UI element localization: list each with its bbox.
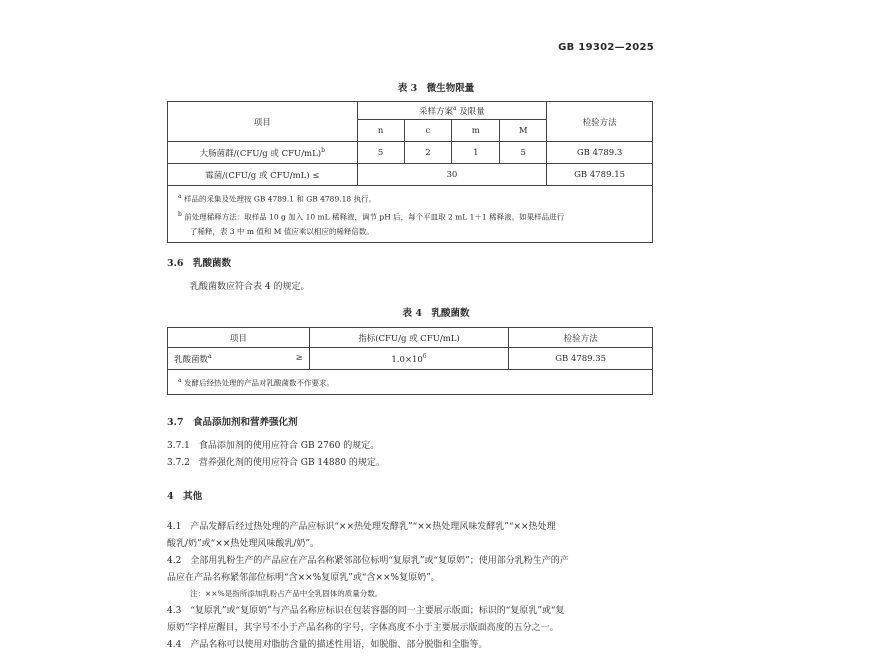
table3-row2-method: GB 4789.15 — [547, 164, 653, 186]
table4-row-lactic — [168, 348, 653, 370]
table3-notes — [168, 186, 653, 243]
table3-row1-method: GB 4789.3 — [547, 142, 653, 164]
table3-row1-M: 5 — [500, 142, 547, 164]
table3-header-item: 项目 — [168, 102, 358, 142]
standard-number: GB 19302—2025 — [558, 42, 654, 53]
table3-note-a: $^a$ 样品的采集及处理按 GB 4789.1 和 GB 4789.18 执行。 — [178, 193, 377, 204]
table3-header-M: M — [500, 120, 547, 142]
table4-header-method: 检验方法 — [509, 328, 653, 348]
table3-row1-n: 5 — [357, 142, 404, 164]
table3-row1-c: 2 — [404, 142, 452, 164]
section-3-7-heading: 3.7 食品添加剂和营养强化剂 — [167, 417, 298, 428]
table3-row-coliform — [168, 142, 653, 164]
section-4-2-line1: 4.2 全部用乳粉生产的产品应在产品名称紧邻部位标明“复原乳”或“复原奶”；使用部分乳粉生产的产 — [167, 556, 569, 566]
section-4-heading: 4 其他 — [167, 491, 203, 502]
section-3-7-2: 3.7.2 营养强化剂的使用应符合 GB 14880 的规定。 — [167, 458, 385, 468]
section-3-6-text: 乳酸菌数应符合表 4 的规定。 — [190, 282, 310, 292]
section-4-3-line2: 原奶”字样应醒目，其字号不小于产品名称的字号，字体高度不小于主要展示版面高度的五分之一。 — [167, 623, 559, 633]
section-4-3-line1: 4.3 “复原乳”或“复原奶”与产品名称应标识在包装容器的同一主要展示版面；标识的“复原乳”或“复 — [167, 606, 565, 616]
section-4-2-note: 注：××%是指所添加乳粉占产品中全乳固体的质量分数。 — [190, 589, 383, 598]
table3-header-sampling: 采样方案$^a$ 及限量 — [357, 102, 547, 120]
section-3-6-heading: 3.6 乳酸菌数 — [167, 258, 232, 269]
table3-row2-item: 霉菌/(CFU/g 或 CFU/mL) ≤ — [168, 164, 358, 186]
table3-row2-value: 30 — [357, 164, 547, 186]
table3-row-mold — [168, 164, 653, 186]
table4-row-value: $1.0\times 10^6$ — [309, 348, 509, 370]
table4-row-item: 乳酸菌数$^a$ ≥ — [168, 348, 310, 370]
table3 — [167, 101, 653, 243]
table4-caption: 表 4 乳酸菌数 — [402, 308, 470, 319]
table4 — [167, 327, 653, 395]
table3-caption: 表 3 微生物限量 — [397, 83, 475, 94]
section-4-4: 4.4 产品名称可以使用对脂肪含量的描述性用语，如脱脂、部分脱脂和全脂等。 — [167, 640, 488, 650]
table3-header-method: 检验方法 — [547, 102, 653, 142]
table3-header-m: m — [452, 120, 500, 142]
table3-row1-m: 1 — [452, 142, 500, 164]
table3-row1-item: 大肠菌群/(CFU/g 或 CFU/mL)$^b$ — [168, 142, 358, 164]
table4-note: $^a$ 发酵后经热处理的产品对乳酸菌数不作要求。 — [168, 370, 653, 395]
table3-header-n: n — [357, 120, 404, 142]
table3-note-b: $^b$ 前处理稀释方法：取样品 10 g 加入 10 mL 稀释液，调节 pH 后，每个平皿取 2 mL 1＋1 稀释液。如果样品进行 — [178, 210, 565, 221]
section-4-1-line1: 4.1 产品发酵后经过热处理的产品应标识“××热处理发酵乳”“××热处理风味发酵乳”“××热处理 — [167, 522, 556, 532]
table3-note-b-cont: 了稀释，表 3 中 m 值和 M 值应乘以相应的稀释倍数。 — [190, 227, 374, 236]
table4-header-item: 项目 — [168, 328, 310, 348]
section-4-2-line2: 品应在产品名称紧邻部位标明“含××%复原乳”或“含××%复原奶”。 — [167, 573, 440, 583]
table4-header-indicator: 指标(CFU/g 或 CFU/mL) — [309, 328, 509, 348]
table4-row-method: GB 4789.35 — [509, 348, 653, 370]
section-3-7-1: 3.7.1 食品添加剂的使用应符合 GB 2760 的规定。 — [167, 441, 380, 451]
table3-header-c: c — [404, 120, 452, 142]
section-4-1-line2: 酸乳/奶”或“××热处理风味酸乳/奶”。 — [167, 539, 319, 549]
